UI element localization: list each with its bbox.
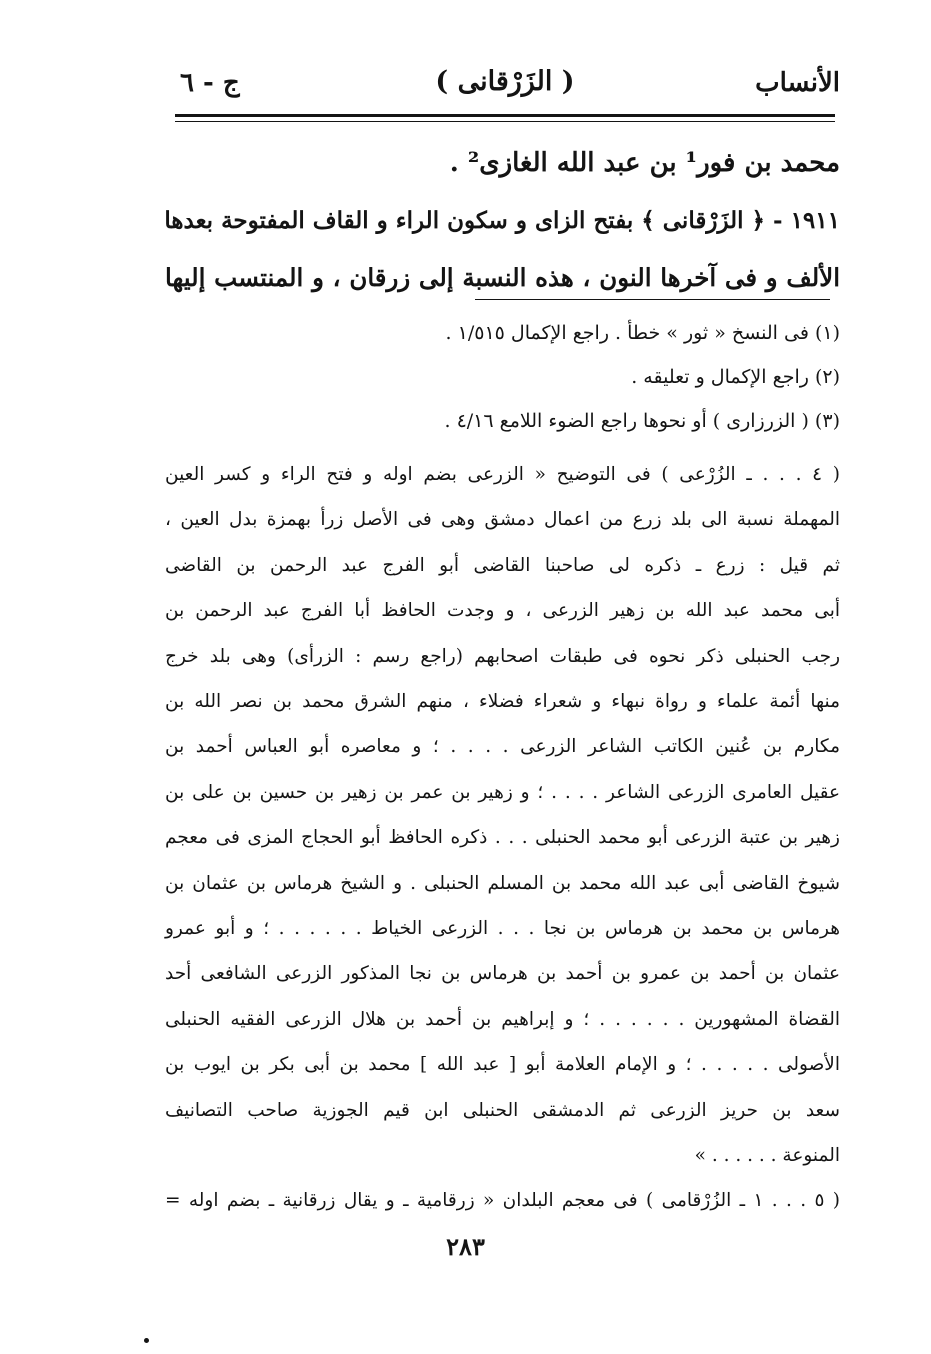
header-rule-thick [175, 114, 835, 117]
footnote-2: (٢) راجع الإكمال و تعليقه . [631, 366, 840, 388]
running-header [170, 62, 840, 106]
footnote-4-line: المهملة نسبة الى بلد زرع من اعمال دمشق وهى فى الأصل زرأ بهمزة بدل العين ، [165, 509, 840, 531]
footnote-4-line: الأصولى . . . . . ؛ و الإمام العلامة أبو [ عبد الله ] محمد بن أبى بكر بن ايوب بن [165, 1054, 840, 1076]
footnote-4-line: منها أئمة علماء و رواة نبهاء و شعراء فضلاء ، منهم الشرق محمد بن نصر الله بن [165, 691, 840, 713]
footnote-4-line: ( ٤ . . . ـ الزُرْعى ) فى التوضيح « الزرعى بضم اوله و فتح الراء و كسر العين [165, 464, 840, 485]
footnote-5: ( ٥ . . . ١ ـ الزُرْقامى ) فى معجم البلدان « زرقامية ـ و يقال زرقانية ـ بضم اوله = [165, 1190, 840, 1211]
footnote-4-line: المنوعة . . . . . . » [694, 1145, 840, 1167]
footnote-4-line: شيوخ القاضى أبى عبد الله محمد بن المسلم الحنبلى . و الشيخ هرماس بن عثمان بن [165, 872, 840, 894]
footnote-4 [165, 452, 840, 1179]
header-volume: ج - ٦ [180, 68, 240, 98]
footnote-4-line: زهير بن عتبة الزرعى أبو محمد الحنبلى . . . ذكره الحافظ أبو الحجاج المزى فى معجم [165, 827, 840, 849]
header-entry-title: ( الزَرْقانى ) [435, 66, 575, 97]
short-footnotes [165, 311, 840, 443]
footnote-4-line: مكارم بن عُنين الكاتب الشاعر الزرعى . . . . ؛ و معاصره أبو العباس أحمد بن [165, 736, 840, 758]
footnote-separator [475, 299, 830, 300]
main-line-3: الألف و فى آخرها النون ، هذه النسبة إلى زرقان ، و المنتسب إليها [165, 263, 840, 292]
footnote-4-line: عثمان بن أحمد بن عمرو بن أحمد بن هرماس بن نجا المذكور الزرعى الشافعى أحد [165, 963, 840, 985]
footnote-1: (١) فى النسخ « ثور » خطأ . راجع الإكمال ١/٥١٥ . [445, 322, 840, 344]
footnote-4-line: سعد بن حريز الزرعى ثم الدمشقى الحنبلى ابن قيم الجوزية صاحب التصانيف [165, 1099, 840, 1121]
footnote-4-line: رجب الحنبلى ذكر نحوه فى طبقات اصحابهم (راجع رسم : الزرأى) وهى بلد خرج [165, 645, 840, 667]
footnote-4-line: هرماس بن محمد بن هرماس بن نجا . . . الزرعى الخياط . . . . . . ؛ و أبو عمرو [165, 918, 840, 940]
main-line-1: محمد بن فور¹ بن عبد الله الغازى² . [449, 148, 840, 178]
footnote-4-line: القضاة المشهورين . . . . . . ؛ و إبراهيم بن أحمد بن هلال الزرعى الفقيه الحنبلى [165, 1008, 840, 1030]
header-book-title: الأنساب [755, 68, 840, 98]
footnote-4-line: عقيل العامرى الزرعى الشاعر . . . . ؛ و زهير بن عمر بن زهير بن حسين بن على بن [165, 781, 840, 803]
main-line-2: ١٩١١ - ﴿ الزَرْقانى ﴾ بفتح الزاى و سكون الراء و القاف المفتوحة بعدها [164, 207, 840, 234]
page-number: ٢٨٣ [446, 1232, 485, 1261]
header-rule-thin [175, 121, 835, 122]
footnote-4-line: أبى محمد عبد الله بن زهير الزرعى ، و وجدت الحافظ أبا الفرج عبد الرحمن بن [165, 600, 840, 622]
main-text [165, 135, 840, 306]
scan-speck [144, 1338, 149, 1343]
footnote-3: (٣) ( الزرزارى ) أو نحوها راجع الضوء اللامع ٤/١٦ . [444, 410, 840, 432]
footnote-4-line: ثم قيل : زرع ـ ذكره لى صاحبنا القاضى أبو الفرج عبد الرحمن بن القاضى [165, 554, 840, 576]
